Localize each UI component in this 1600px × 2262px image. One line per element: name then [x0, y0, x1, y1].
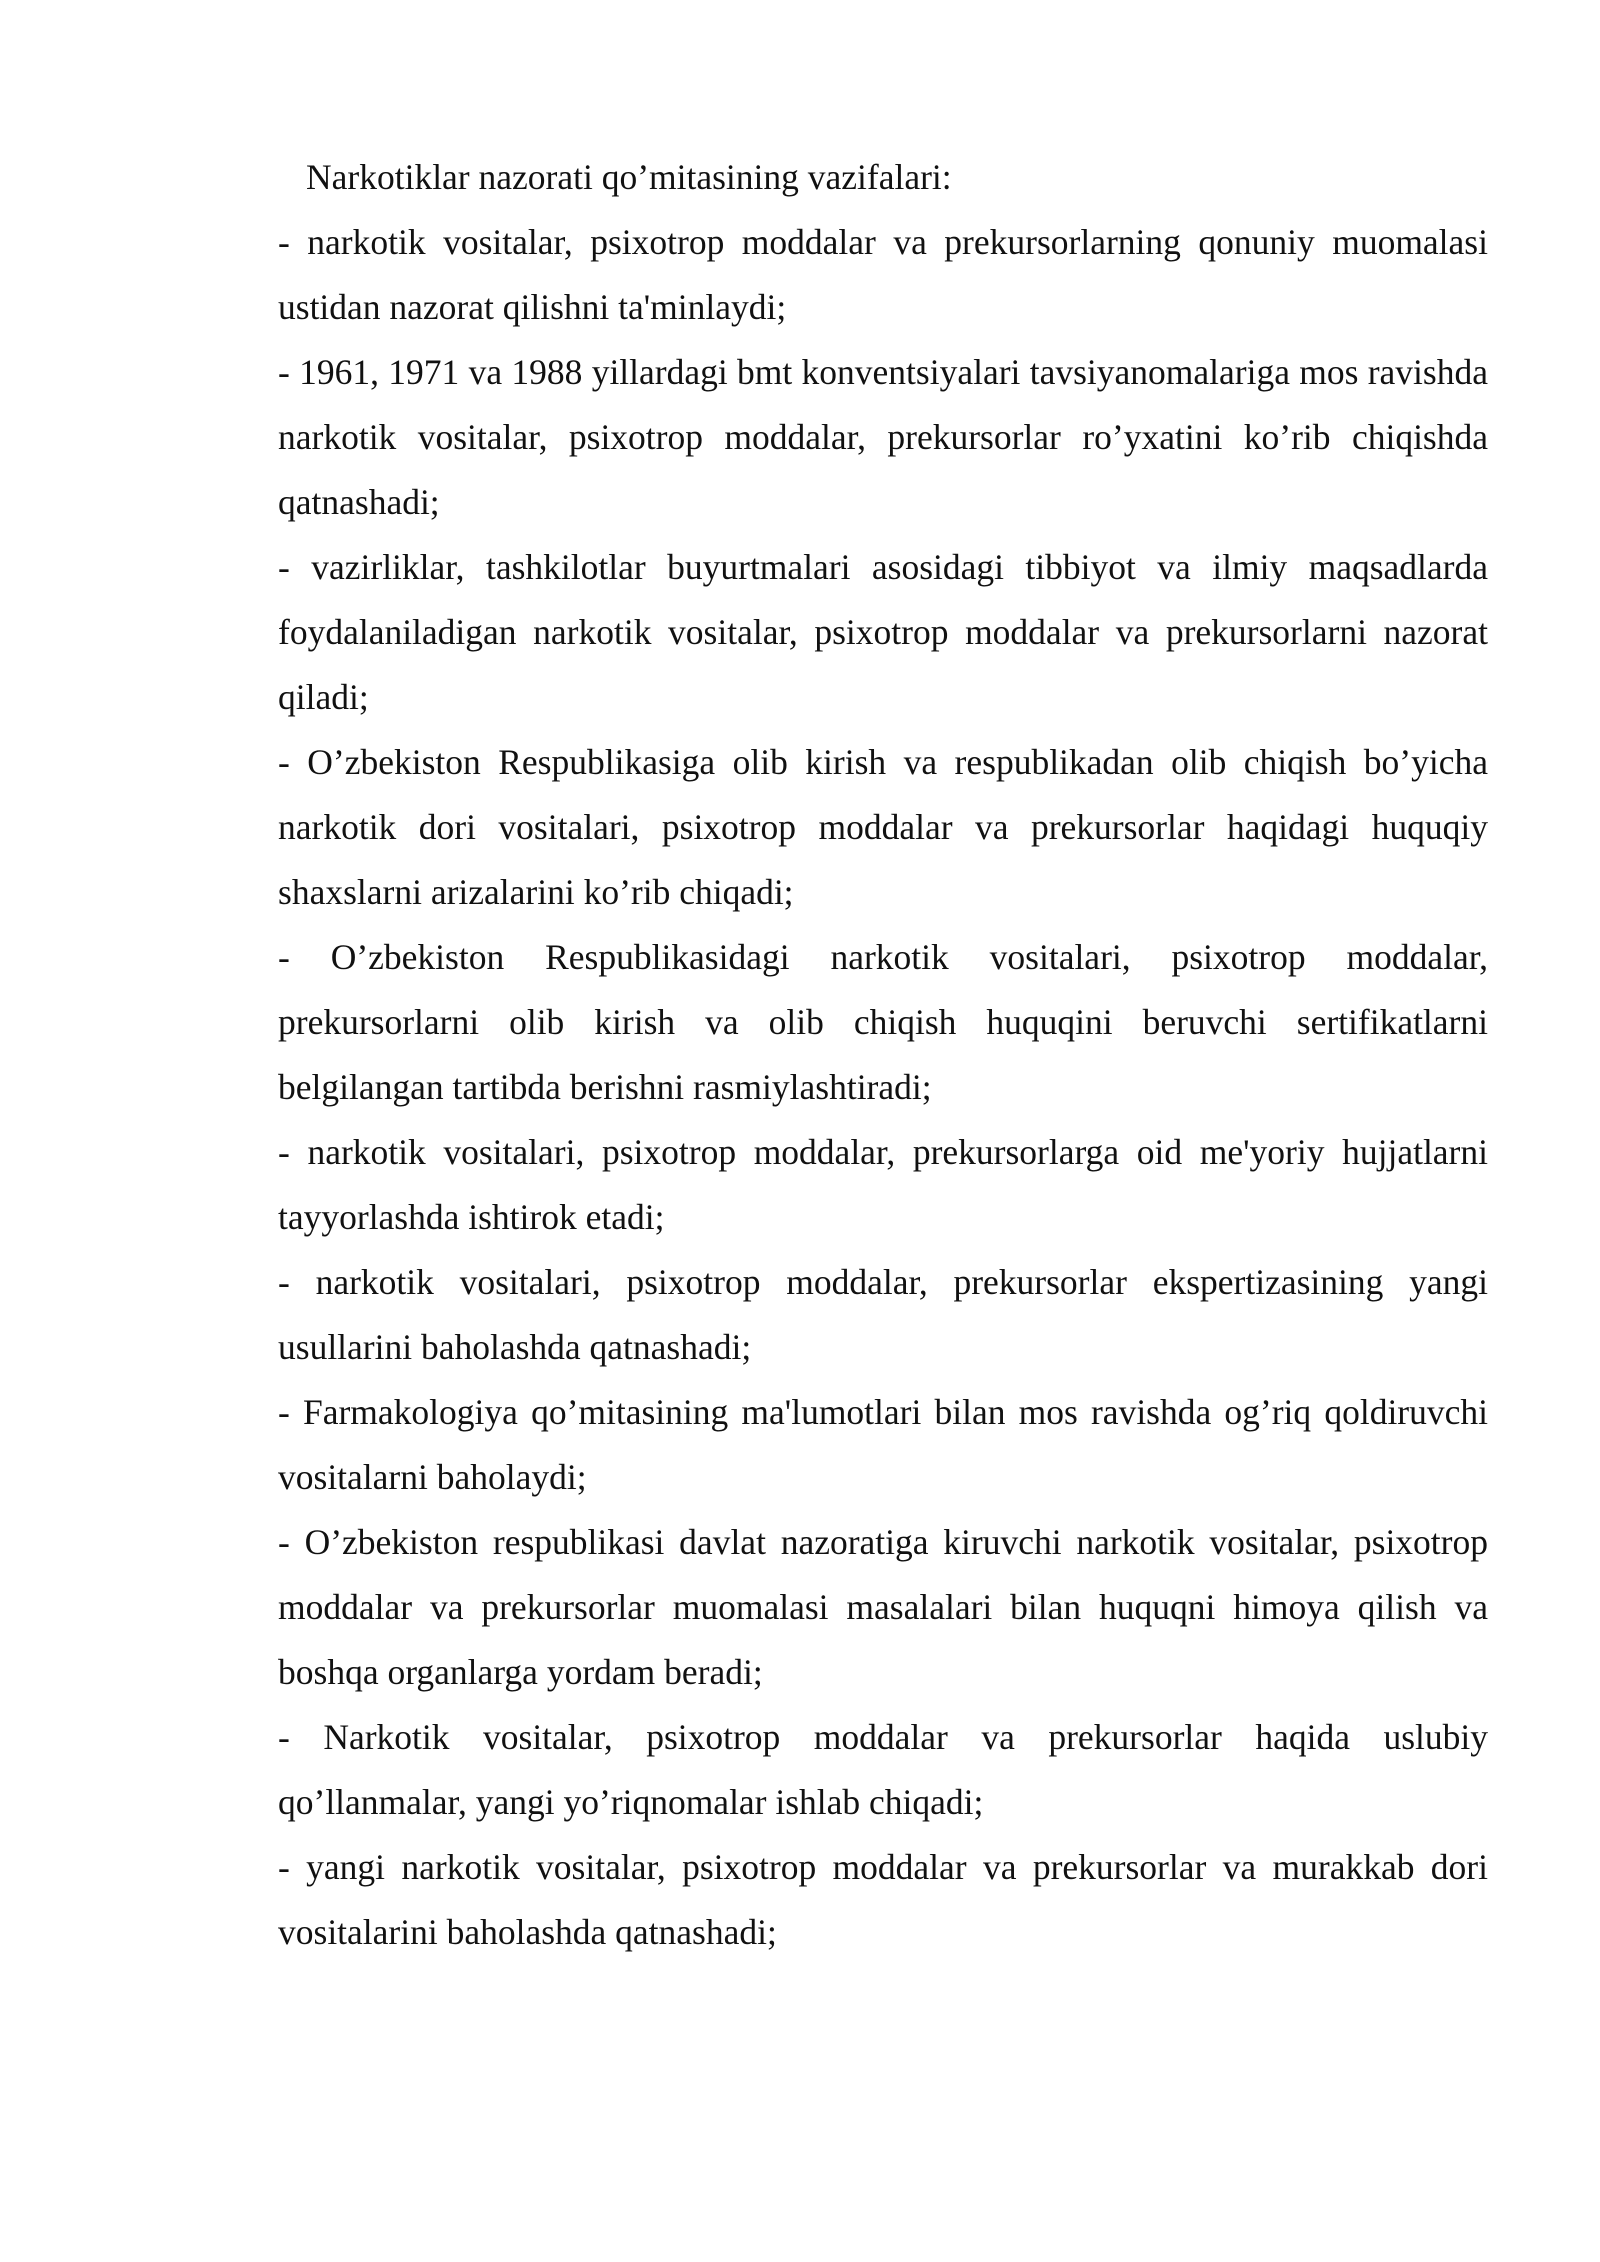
list-item: - O’zbekiston Respublikasiga olib kirish va respublikadan olib chiqish bo’yicha narkotik dori vositalari, psixotrop moddalar va prekursorlar haqidagi huquqiy shaxslarni arizalarini ko’rib chiqadi; [278, 742, 1488, 912]
list-item: - narkotik vositalari, psixotrop moddalar, prekursorlar ekspertizasining yangi usullarini baholashda qatnashadi; [278, 1262, 1488, 1367]
list-item: - Narkotik vositalar, psixotrop moddalar va prekursorlar haqida uslubiy qo’llanmalar, yangi yo’riqnomalar ishlab chiqadi; [278, 1717, 1488, 1822]
list-item: - O’zbekiston respublikasi davlat nazoratiga kiruvchi narkotik vositalar, psixotrop moddalar va prekursorlar muomalasi masalalari bilan huquqni himoya qilish va boshqa organlarga yordam beradi; [278, 1522, 1488, 1692]
document-body [278, 145, 1488, 1965]
list-item: - narkotik vositalari, psixotrop moddalar, prekursorlarga oid me'yoriy hujjatlarni tayyorlashda ishtirok etadi; [278, 1132, 1488, 1237]
list-item: - yangi narkotik vositalar, psixotrop moddalar va prekursorlar va murakkab dori vositalarini baholashda qatnashadi; [278, 1847, 1488, 1952]
list-item: - narkotik vositalar, psixotrop moddalar va prekursorlarning qonuniy muomalasi ustidan nazorat qilishni ta'minlaydi; [278, 222, 1488, 327]
list-item: - vazirliklar, tashkilotlar buyurtmalari asosidagi tibbiyot va ilmiy maqsadlarda foydalaniladigan narkotik vositalar, psixotrop moddalar va prekursorlarni nazorat qiladi; [278, 547, 1488, 717]
list-item: - Farmakologiya qo’mitasining ma'lumotlari bilan mos ravishda og’riq qoldiruvchi vositalarni baholaydi; [278, 1392, 1488, 1497]
list-item: - 1961, 1971 va 1988 yillardagi bmt konventsiyalari tavsiyanomalariga mos ravishda narkotik vositalar, psixotrop moddalar, prekursorlar ro’yxatini ko’rib chiqishda qatnashadi; [278, 352, 1488, 522]
section-heading: Narkotiklar nazorati qo’mitasining vazifalari: [306, 157, 952, 197]
list-item: - O’zbekiston Respublikasidagi narkotik vositalari, psixotrop moddalar, prekursorlarni olib kirish va olib chiqish huquqini beruvchi sertifikatlarni belgilangan tartibda berishni rasmiylashtiradi; [278, 937, 1488, 1107]
